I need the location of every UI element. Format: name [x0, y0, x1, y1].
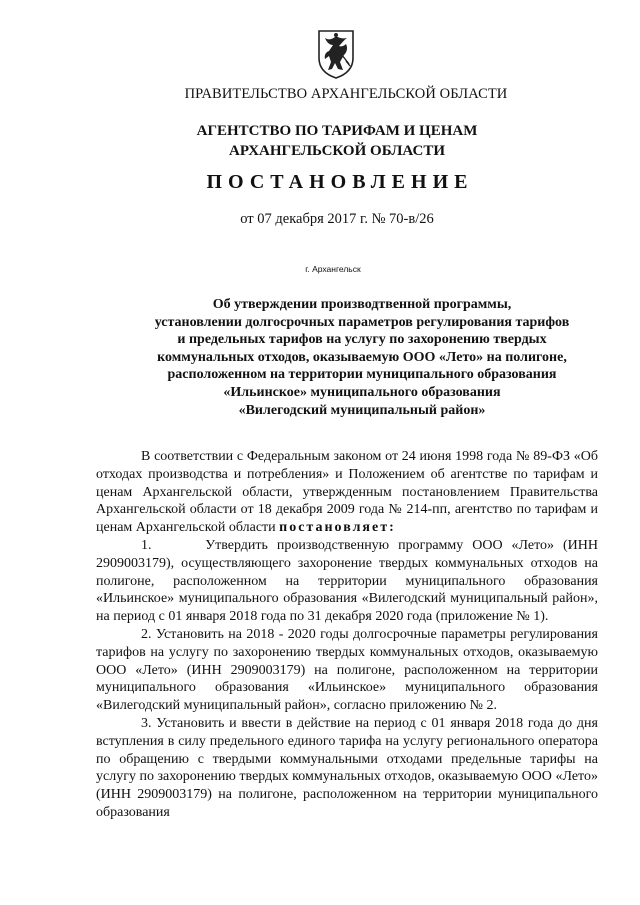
agency-name [0, 121, 640, 161]
agency-name-line-1: АГЕНТСТВО ПО ТАРИФАМ И ЦЕНАМ [196, 123, 478, 139]
title-line: расположенном на территории муниципального образования [167, 367, 557, 383]
title-line: «Ильинское» муниципального образования [223, 384, 501, 400]
document-title [92, 296, 632, 419]
coat-of-arms-icon [316, 28, 356, 80]
city-name: г. Архангельск [305, 264, 361, 274]
title-line: «Вилегодский муниципальный район» [238, 402, 486, 418]
item-2-paragraph: 2. Установить на 2018 - 2020 годы долгосрочные параметры регулирования тарифов на услугу по захоронению твердых коммунальных отходов, оказываемую ООО «Лето» (ИНН 2909003179) на полигоне, расположенном на территории муниципального образования «Ильинское» муниципального образования «Вилегодский муниципальный район», согласно приложению № 2. [96, 626, 598, 714]
agency-name-line-2: АРХАНГЕЛЬСКОЙ ОБЛАСТИ [229, 143, 445, 159]
title-line: коммунальных отходов, оказываемую ООО «Лето» на полигоне, [157, 349, 567, 365]
government-name: ПРАВИТЕЛЬСТВО АРХАНГЕЛЬСКОЙ ОБЛАСТИ [184, 86, 508, 102]
date-and-number: от 07 декабря 2017 г. № 70-в/26 [240, 211, 434, 227]
item-3-paragraph: 3. Установить и ввести в действие на период с 01 января 2018 года до дня вступления в силу предельного единого тарифа на услугу регионального оператора по обращению с твердыми коммунальными отходами предельные тарифы на услугу по захоронению твердых коммунальных отходов, оказываемую ООО «Лето» (ИНН 2909003179) на полигоне, расположенном на территории муниципального образования [96, 715, 598, 820]
intro-text: В соответствии с Федеральным законом от 24 июня 1998 года № 89-ФЗ «Об отходах производства и потребления» и Положением об агентстве по тарифам и ценам Архангельской области, утвержденным постановлением Правительства Архангельской области от 18 декабря 2009 года № 214-пп, агентство по тарифам и ценам Архангельской области [96, 449, 598, 536]
title-line: установлении долгосрочных параметров регулирования тарифов [154, 314, 570, 330]
document-type: ПОСТАНОВЛЕНИЕ [206, 171, 474, 193]
title-line: Об утверждении производтвенной программы, [212, 297, 512, 312]
title-line: и предельных тарифов на услугу по захоронению твердых [177, 332, 547, 348]
document-body [96, 448, 598, 822]
item-1-paragraph: 1. Утвердить производственную программу ООО «Лето» (ИНН 2909003179), осуществляющего захоронение твердых коммунальных отходов на полигоне, расположенном на территории муниципального образования «Ильинское» муниципального образования «Вилегодский муниципальный район», на период с 01 января 2018 года по 31 декабря 2020 года (приложение № 1). [96, 537, 598, 625]
decree-word: постановляет: [279, 520, 396, 536]
intro-paragraph [96, 448, 598, 537]
